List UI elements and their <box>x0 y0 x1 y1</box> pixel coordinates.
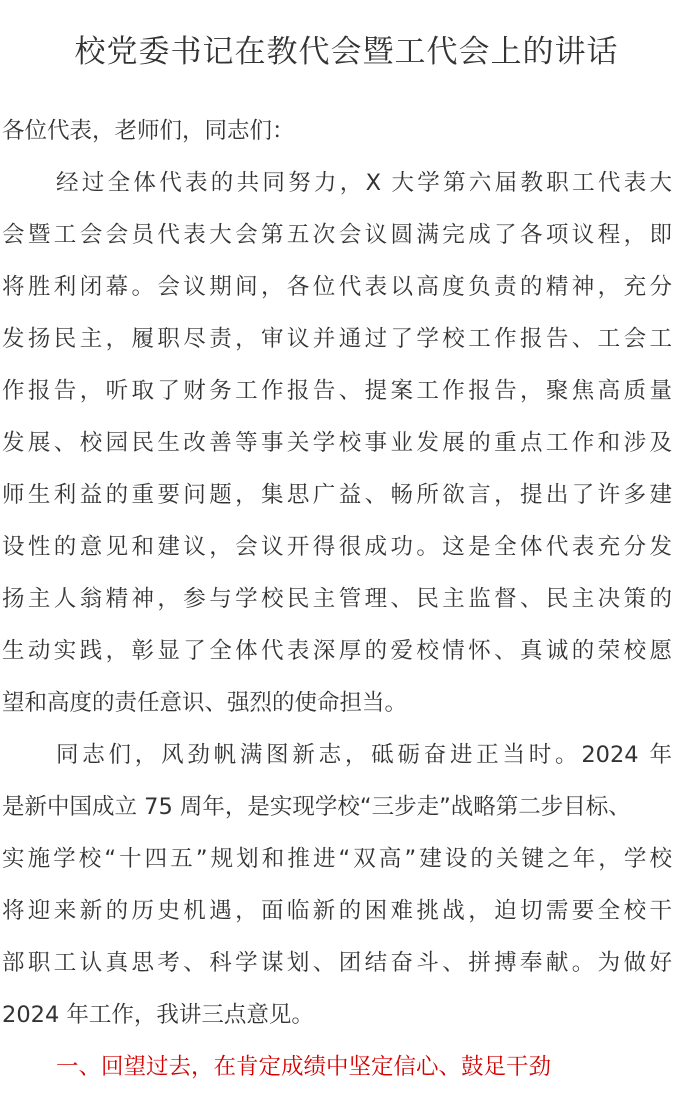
page-title: 校党委书记在教代会暨工代会上的讲话 <box>74 34 619 70</box>
paragraph-line: 将迎来新的历史机遇，面临新的困难挑战，迫切需要全校干 <box>2 898 672 924</box>
paragraph-line: 实施学校“十四五”规划和推进“双高”建设的关键之年，学校 <box>2 846 672 872</box>
paragraph-line: 2024 年工作，我讲三点意见。 <box>2 1002 314 1028</box>
paragraph-line: 扬主人翁精神，参与学校民主管理、民主监督、民主决策的 <box>2 586 672 612</box>
paragraph-line: 会暨工会会员代表大会第五次会议圆满完成了各项议程，即 <box>2 222 672 248</box>
salutation: 各位代表，老师们，同志们： <box>2 118 295 144</box>
paragraph-line: 望和高度的责任意识、强烈的使命担当。 <box>2 690 408 716</box>
paragraph-line: 生动实践，彰显了全体代表深厚的爱校情怀、真诚的荣校愿 <box>2 638 672 664</box>
paragraph-line: 发扬民主，履职尽责，审议并通过了学校工作报告、工会工 <box>2 326 672 352</box>
section-heading: 一、回望过去，在肯定成绩中坚定信心、鼓足干劲 <box>56 1054 552 1080</box>
paragraph-line: 是新中国成立 75 周年，是实现学校“三步走”战略第二步目标、 <box>2 794 631 820</box>
paragraph-line: 部职工认真思考、科学谋划、团结奋斗、拼搏奉献。为做好 <box>2 950 672 976</box>
paragraph-line: 发展、校园民生改善等事关学校事业发展的重点工作和涉及 <box>2 430 672 456</box>
paragraph-line: 同志们，风劲帆满图新志，砥砺奋进正当时。2024 年 <box>56 742 672 768</box>
paragraph-line: 将胜利闭幕。会议期间，各位代表以高度负责的精神，充分 <box>2 274 672 300</box>
paragraph-line: 师生利益的重要问题，集思广益、畅所欲言，提出了许多建 <box>2 482 672 508</box>
paragraph-line: 作报告，听取了财务工作报告、提案工作报告，聚焦高质量 <box>2 378 672 404</box>
paragraph-line: 设性的意见和建议，会议开得很成功。这是全体代表充分发 <box>2 534 672 560</box>
paragraph-line: 经过全体代表的共同努力，X 大学第六届教职工代表大 <box>56 170 672 196</box>
